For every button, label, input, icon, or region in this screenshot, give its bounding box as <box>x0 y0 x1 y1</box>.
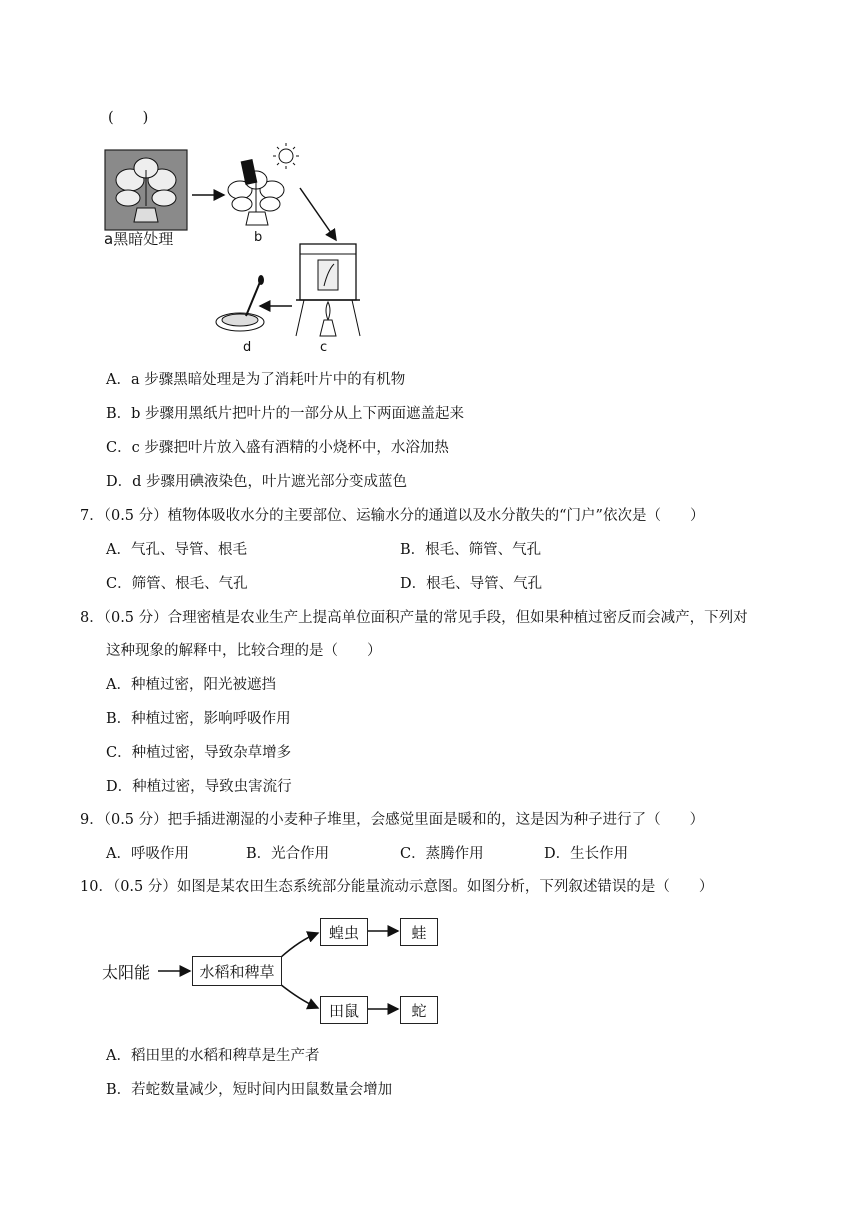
q10-stem: 10．（0.5 分）如图是某农田生态系统部分能量流动示意图。如图分析，下列叙述错误的是（ ） <box>80 879 714 895</box>
frog-box: 蛙 <box>400 918 438 946</box>
plant-with-black-paper-icon <box>228 159 284 225</box>
q6-experiment-figure <box>100 140 440 365</box>
sun-energy-label: 太阳能 <box>102 963 151 982</box>
mouse-box: 田鼠 <box>320 996 368 1024</box>
q7-option-b: B．根毛、筛管、气孔 <box>400 542 542 558</box>
label-c: c <box>320 340 328 355</box>
q6-option-a: A．a 步骤黑暗处理是为了消耗叶片中的有机物 <box>106 372 406 388</box>
q8-option-d: D．种植过密，导致虫害流行 <box>106 779 292 795</box>
q8-stem-line1: 8．（0.5 分）合理密植是农业生产上提高单位面积产量的常见手段，但如果种植过密反而会减产，下列对 <box>80 610 748 626</box>
q7-option-d: D．根毛、导管、气孔 <box>400 576 543 592</box>
q6-option-c: C．c 步骤把叶片放入盛有酒精的小烧杯中，水浴加热 <box>106 440 449 456</box>
iodine-staining-icon <box>216 275 264 331</box>
snake-box: 蛇 <box>400 996 438 1024</box>
q9-option-b: B．光合作用 <box>246 846 330 862</box>
q7-option-a: A．气孔、导管、根毛 <box>106 542 247 558</box>
q9-option-a: A．呼吸作用 <box>106 846 189 862</box>
water-bath-heating-icon <box>296 244 360 336</box>
q6-answer-parentheses: ( ) <box>108 110 149 126</box>
q6-option-b: B．b 步骤用黑纸片把叶片的一部分从上下两面遮盖起来 <box>106 406 465 422</box>
q10-option-b: B．若蛇数量减少，短时间内田鼠数量会增加 <box>106 1082 393 1098</box>
q7-option-c: C．筛管、根毛、气孔 <box>106 576 248 592</box>
energy-flow-diagram <box>100 910 450 1030</box>
q8-option-a: A．种植过密，阳光被遮挡 <box>106 677 276 693</box>
q9-option-d: D．生长作用 <box>544 846 629 862</box>
q6-option-d: D．d 步骤用碘液染色，叶片遮光部分变成蓝色 <box>106 474 408 490</box>
q9-option-c: C．蒸腾作用 <box>400 846 484 862</box>
insect-box: 蝗虫 <box>320 918 368 946</box>
q8-option-b: B．种植过密，影响呼吸作用 <box>106 711 291 727</box>
producer-box: 水稻和稗草 <box>192 956 282 986</box>
label-b: b <box>254 230 263 245</box>
sun-icon <box>273 143 299 169</box>
q7-stem: 7．（0.5 分）植物体吸收水分的主要部位、运输水分的通道以及水分散失的“门户”依次是（ ） <box>80 508 705 524</box>
q6-figure-svg <box>100 140 440 365</box>
plant-in-dark-icon <box>105 150 187 230</box>
q8-option-c: C．种植过密，导致杂草增多 <box>106 745 292 761</box>
label-d: d <box>243 340 252 355</box>
q9-stem: 9．（0.5 分）把手插进潮湿的小麦种子堆里，会感觉里面是暖和的，这是因为种子进行了（ ） <box>80 812 705 828</box>
q8-stem-line2: 这种现象的解释中，比较合理的是（ ） <box>106 643 382 659</box>
label-a: a黑暗处理 <box>104 230 174 248</box>
q10-option-a: A．稻田里的水稻和稗草是生产者 <box>106 1048 320 1064</box>
